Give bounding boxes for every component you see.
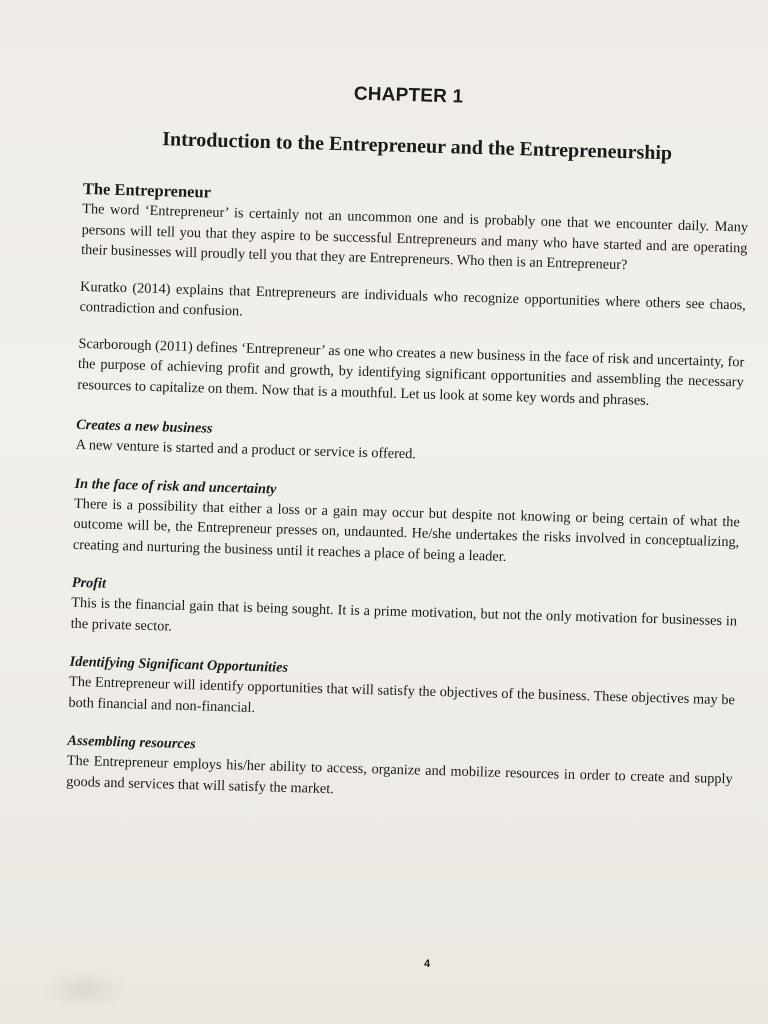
key-term-text: There is a possibility that either a loss or a gain may occur but despite not knowing or being certain of what the outcome will be, the Entrepreneur presses on, undaunted. He/she undertakes the risks involved in conceptualizing, creating and nurturing the business until it reaches a place of being a leader. [72,495,741,565]
key-term-block [70,573,737,653]
key-term-heading: Profit [71,574,107,592]
key-term-text: The Entrepreneur will identify opportunities that will satisfy the objectives of the business. These objectives may be both financial and non-financial. [68,673,736,716]
key-term-text: This is the financial gain that is being sought. It is a prime motivation, but not the only motivation for businesses in the private sector. [70,594,738,635]
page-number: 4 [424,958,431,970]
key-term-heading: Assembling resources [67,732,196,753]
paragraph: Kuratko (2014) explains that Entrepreneurs are individuals who recognize opportunities where others see chaos, contradiction and confusion. [79,278,747,320]
key-term-text: A new venture is started and a product or service is offered. [75,436,417,463]
key-term-heading: Identifying Significant Opportunities [69,653,289,676]
chapter-title: Introduction to the Entrepreneur and the Entrepreneurship [161,128,673,165]
key-term-block [66,731,733,811]
key-term-text: The Entrepreneur employs his/her ability to access, organize and mobilize resources in order to create and supply goods and services that will satisfy the market. [66,752,733,797]
key-term-heading: Creates a new business [76,416,213,437]
paper-smudge [40,970,130,1010]
key-term-block [73,473,741,573]
chapter-label: CHAPTER 1 [353,83,464,108]
page-content [66,76,752,828]
key-term-block [75,415,742,474]
paragraph: The word ‘Entrepreneur’ is certainly not an uncommon one and is probably one that we encounter daily. Many persons will tell you that they aspire to be successful Entrepreneurs and many who have started and are operating their businesses will proudly tell you that they are Entrepreneurs. Who then is an Entrepreneur? [80,200,749,274]
paragraph: Scarborough (2011) defines ‘Entrepreneur’ as one who creates a new business in the face of risk and uncertainty, for the purpose of achieving profit and growth, by identifying significant opportunities and assembling the necessary resources to capitalize on them. Now that is a mouthful. Let us look at some key words and phrases. [77,335,745,409]
key-term-heading: In the face of risk and uncertainty [74,475,277,497]
key-term-block [68,652,735,732]
section-heading: The Entrepreneur [82,178,212,202]
